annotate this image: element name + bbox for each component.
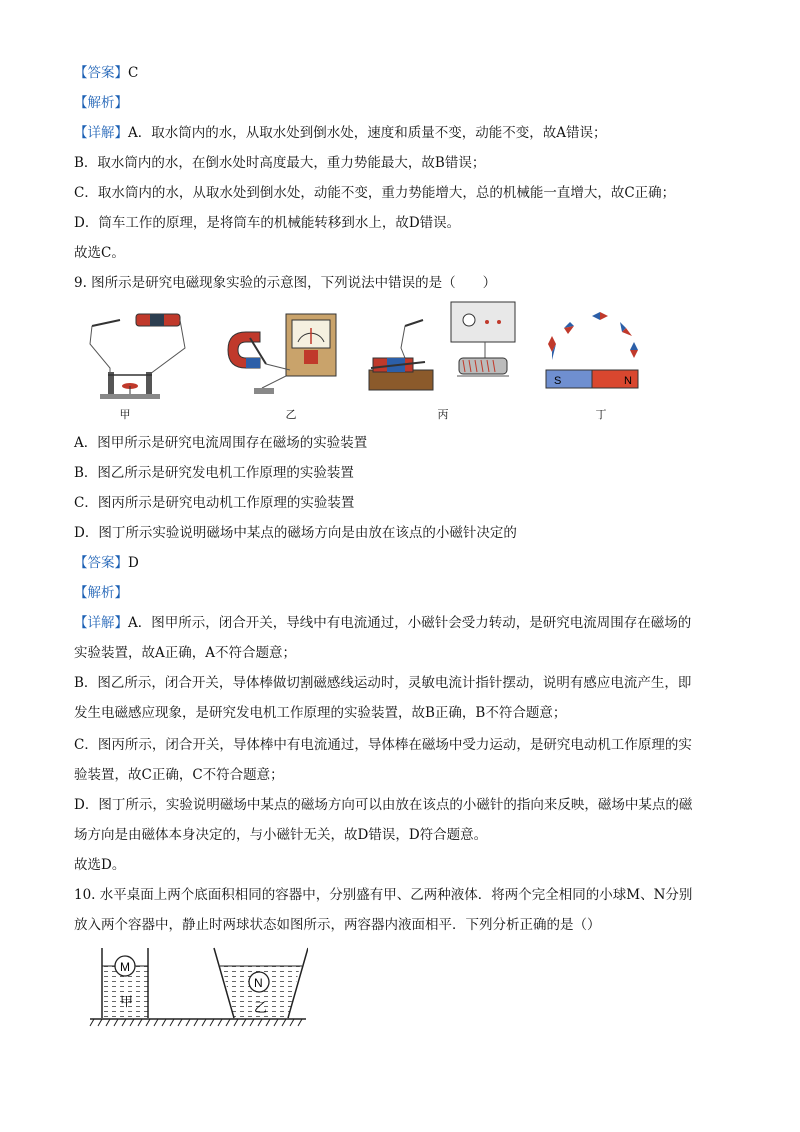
answer-value: C [128, 65, 139, 81]
analysis-tag: 【解析】 [74, 95, 128, 111]
ball-n-label: N [254, 976, 263, 990]
figure-label-bing: 丙 [437, 408, 449, 421]
q9-detail-line-1: 【详解】A．图甲所示，闭合开关，导线中有电流通过，小磁针会受力转动，是研究电流周围存在磁场的 [74, 615, 692, 631]
q9-option-b: B．图乙所示是研究发电机工作原理的实验装置 [74, 465, 354, 481]
figure-q10-containers [88, 944, 308, 1028]
compass-needle-upper-right [620, 322, 632, 336]
detail-tag: 【详解】 [74, 615, 128, 631]
compass-needle-upper-left [564, 322, 574, 334]
q9-detail-line-2: 实验装置，故A正确，A不符合题意； [74, 645, 296, 661]
answer-tag: 【答案】 [74, 555, 128, 571]
ball-m-label: M [120, 960, 130, 974]
q9-conclusion: 故选D。 [74, 857, 126, 873]
figure-label-yi: 乙 [285, 408, 297, 421]
q9-detail-line-5: C．图丙所示，闭合开关，导体棒中有电流通过，导体棒在磁场中受力运动，是研究电动机工作原理的实 [74, 737, 692, 753]
q8-detail-line-d: D．筒车工作的原理，是将筒车的机械能转移到水上，故D错误。 [74, 215, 461, 231]
figure-ding-compass-needles [540, 308, 660, 402]
q8-detail-line-c: C．取水筒内的水，从取水处到倒水处，动能不变，重力势能增大，总的机械能一直增大，故C正确； [74, 185, 676, 201]
q9-answer-line [74, 554, 139, 572]
q10-stem-line-2: 放入两个容器中，静止时两球状态如图所示，两容器内液面相平．下列分析正确的是（） [74, 917, 601, 933]
q9-stem: 9. 图所示是研究电磁现象实验的示意图，下列说法中错误的是（ ） [74, 275, 497, 291]
q8-detail-line-a: 【详解】A．取水筒内的水，从取水处到倒水处，速度和质量不变，动能不变，故A错误； [74, 125, 607, 141]
answer-value: D [128, 555, 139, 571]
figure-label-jia: 甲 [119, 408, 131, 421]
analysis-tag: 【解析】 [74, 585, 128, 601]
q9-detail-line-3: B．图乙所示，闭合开关，导体棒做切割磁感线运动时，灵敏电流计指针摆动，说明有感应电流产生，即 [74, 675, 692, 691]
compass-needle-left [548, 336, 556, 360]
q9-option-a: A．图甲所示是研究电流周围存在磁场的实验装置 [74, 435, 368, 451]
magnet-s-label: S [554, 375, 562, 387]
figure-jia-oersted [80, 308, 200, 404]
q9-detail-line-7: D．图丁所示，实验说明磁场中某点的磁场方向可以由放在该点的小磁针的指向来反映，磁场中某点的磁 [74, 797, 693, 813]
liquid-jia-label: 甲 [120, 995, 134, 1010]
q9-detail-line-8: 场方向是由磁体本身决定的，与小磁针无关，故D错误，D符合题意。 [74, 827, 488, 843]
compass-needle-right [630, 342, 638, 358]
q8-detail-line-b: B．取水筒内的水，在倒水处时高度最大，重力势能最大，故B错误； [74, 155, 486, 171]
q8-answer-line [74, 64, 138, 82]
q9-option-c: C．图丙所示是研究电动机工作原理的实验装置 [74, 495, 355, 511]
magnet-n-label: N [624, 375, 632, 387]
q8-conclusion: 故选C。 [74, 245, 125, 261]
answer-tag: 【答案】 [74, 65, 128, 81]
liquid-yi-label: 乙 [254, 1001, 268, 1016]
q9-option-d: D．图丁所示实验说明磁场中某点的磁场方向是由放在该点的小磁针决定的 [74, 525, 517, 541]
detail-tag: 【详解】 [74, 125, 128, 141]
figure-bing-motor [365, 298, 525, 402]
figure-label-ding: 丁 [595, 408, 607, 421]
q9-detail-line-4: 发生电磁感应现象，是研究发电机工作原理的实验装置，故B正确，B不符合题意； [74, 705, 567, 721]
figure-yi-generator [220, 310, 340, 402]
q9-detail-line-6: 验装置，故C正确，C不符合题意； [74, 767, 284, 783]
compass-needle-top [592, 312, 608, 320]
q10-stem-line-1: 10. 水平桌面上两个底面积相同的容器中，分别盛有甲、乙两种液体．将两个完全相同的小球M、N分别 [74, 887, 693, 903]
